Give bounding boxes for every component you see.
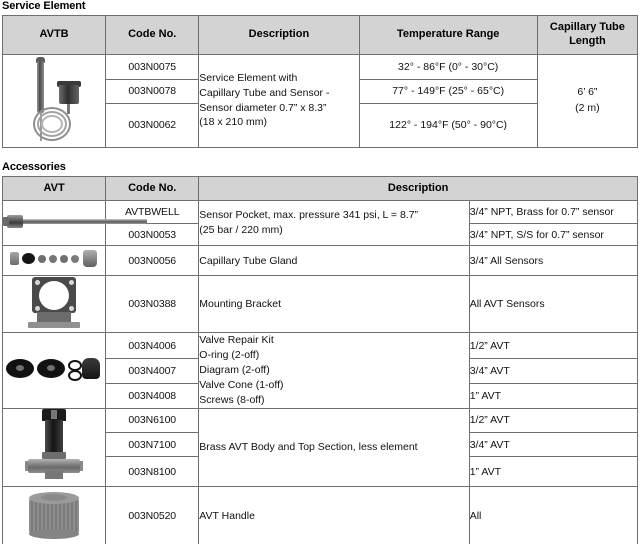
spec-cell: 3/4” AVT: [469, 359, 637, 384]
spec-cell: 1” AVT: [469, 457, 637, 487]
table-row: [3, 408, 638, 432]
spec-cell: All AVT Sensors: [469, 276, 637, 333]
code-cell: 003N4007: [106, 359, 199, 384]
description-line: Service Element with: [199, 71, 298, 84]
description-line: Capillary Tube and Sensor -: [199, 86, 330, 99]
spec-cell: 3/4” NPT, S/S for 0.7” sensor: [469, 224, 637, 246]
spec-cell: 1” AVT: [469, 383, 637, 408]
spec-cell: 1/2” AVT: [469, 333, 637, 359]
table-header-row: [3, 16, 638, 55]
capillary-tube-gland-photo: [8, 249, 100, 269]
spec-cell: 1/2” AVT: [469, 408, 637, 432]
avtb-service-element-photo: [11, 55, 97, 143]
table-row: [3, 54, 638, 79]
description-line: Diagram (2-off): [199, 364, 270, 377]
column-header-code-no: Code No.: [106, 176, 199, 201]
capillary-length-line: 6’ 6”: [577, 85, 598, 98]
description-lines: [199, 208, 468, 238]
description-lines: [199, 333, 468, 408]
table-row: [3, 276, 638, 333]
code-cell: 003N0078: [106, 79, 199, 103]
table-row: [3, 486, 638, 544]
table-row: [3, 201, 638, 224]
avtb-service-element-image-cell: [3, 54, 106, 147]
table-row: [3, 246, 638, 276]
code-cell: 003N0520: [106, 486, 199, 544]
avt-handle-image-cell: [3, 486, 106, 544]
description-line: Valve Repair Kit: [199, 334, 274, 347]
valve-repair-kit-image-cell: [3, 333, 106, 409]
code-cell: 003N4006: [106, 333, 199, 359]
code-cell: 003N8100: [106, 457, 199, 487]
description-line: (18 x 210 mm): [199, 116, 267, 129]
description-cell: Capillary Tube Gland: [199, 246, 469, 276]
code-cell: 003N4008: [106, 383, 199, 408]
description-line: Sensor diameter 0.7” x 8.3”: [199, 101, 327, 114]
code-cell: 003N0056: [106, 246, 199, 276]
description-line: O-ring (2-off): [199, 349, 260, 362]
service-element-section: [0, 0, 640, 148]
description-line: Screws (8-off): [199, 393, 265, 406]
description-lines: [199, 71, 358, 131]
spec-cell: 3/4” All Sensors: [469, 246, 637, 276]
spec-cell: 3/4” NPT, Brass for 0.7” sensor: [469, 201, 637, 224]
code-cell: 003N0062: [106, 103, 199, 147]
code-cell: 003N7100: [106, 433, 199, 457]
temperature-range-cell: 77° - 149°F (25° - 65°C): [359, 79, 537, 103]
table-header-row: [3, 176, 638, 201]
accessories-title: Accessories: [2, 160, 66, 173]
description-line: (25 bar / 220 mm): [199, 224, 283, 237]
column-header-code-no: Code No.: [106, 16, 199, 55]
brass-avt-body-image-cell: [3, 408, 106, 486]
description-cell: Mounting Bracket: [199, 276, 469, 333]
mounting-bracket-photo: [24, 277, 84, 329]
temperature-range-cell: 122° - 194°F (50° - 90°C): [359, 103, 537, 147]
section-spacer: [0, 148, 640, 161]
temperature-range-cell: 32° - 86°F (0° - 30°C): [359, 54, 537, 79]
capillary-gland-image-cell: [3, 246, 106, 276]
column-header-description: Description: [199, 16, 359, 55]
description-line: Valve Cone (1-off): [199, 378, 284, 391]
table-row: [3, 333, 638, 359]
code-cell: 003N0053: [106, 224, 199, 246]
description-cell: AVT Handle: [199, 486, 469, 544]
service-element-table: [2, 15, 638, 148]
accessories-section: [0, 161, 640, 544]
code-cell: 003N6100: [106, 408, 199, 432]
code-cell: 003N0388: [106, 276, 199, 333]
description-cell: Brass AVT Body and Top Section, less element: [199, 408, 469, 486]
capillary-length-line: (2 m): [575, 101, 600, 114]
avt-handle-photo: [27, 491, 81, 539]
description-cell: [199, 201, 469, 246]
valve-repair-kit-photo: [6, 356, 102, 382]
mounting-bracket-image-cell: [3, 276, 106, 333]
capillary-tube-length-cell: [537, 54, 637, 147]
column-header-avtb: AVTB: [3, 16, 106, 55]
service-element-title: Service Element: [2, 0, 86, 12]
description-cell: [199, 333, 469, 409]
column-header-capillary-tube-length: Capillary Tube Length: [537, 16, 637, 55]
spec-cell: 3/4” AVT: [469, 433, 637, 457]
sensor-pocket-image-cell: [3, 201, 106, 246]
brass-avt-body-photo: [25, 409, 83, 483]
sensor-pocket-well-photo: [3, 214, 153, 230]
code-cell: AVTBWELL: [106, 201, 199, 224]
column-header-avt: AVT: [3, 176, 106, 201]
description-line: Sensor Pocket, max. pressure 341 psi, L = 8.7”: [199, 209, 419, 222]
column-header-description: Description: [199, 176, 638, 201]
code-cell: 003N0075: [106, 54, 199, 79]
accessories-table: [2, 176, 638, 544]
column-header-temperature-range: Temperature Range: [359, 16, 537, 55]
spec-cell: All: [469, 486, 637, 544]
description-cell: [199, 54, 359, 147]
